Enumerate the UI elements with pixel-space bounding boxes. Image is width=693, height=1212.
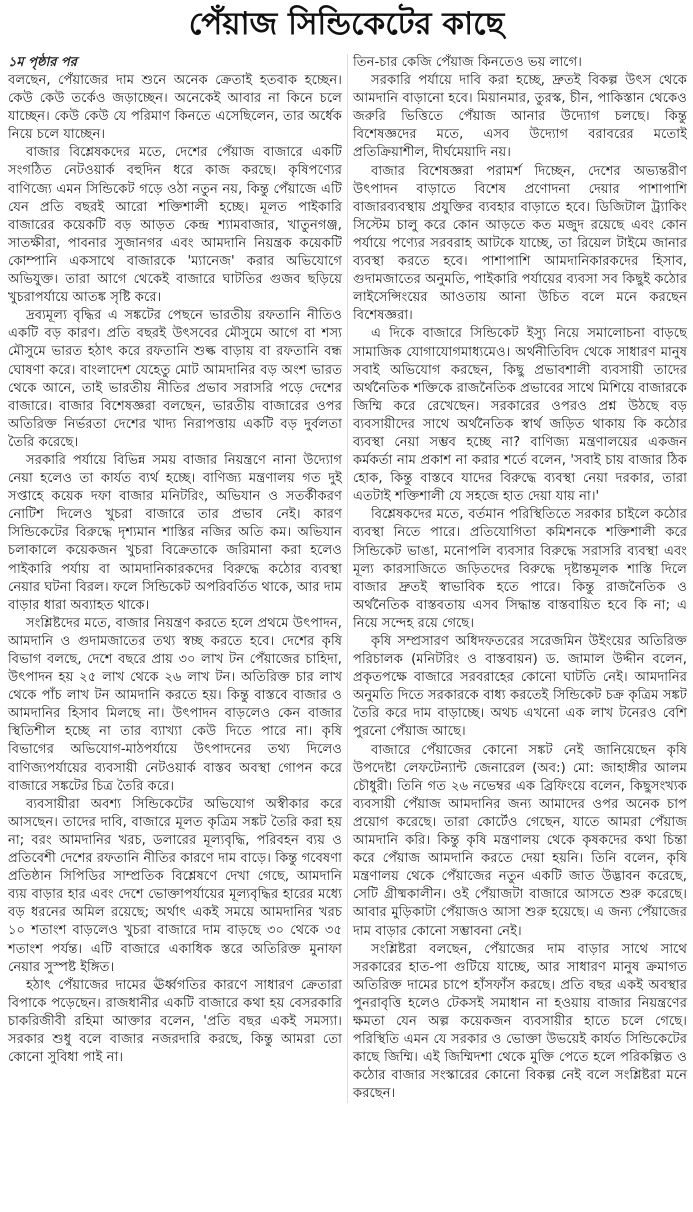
paragraph: তিন-চার কেজি পেঁয়াজ কিনতেও ভয় লাগে। [353, 55, 582, 70]
paragraph: বিশ্লেষকদের মতে, বর্তমান পরিস্থিতিতে সরকার চাইলে কঠোর ব্যবস্থা নিতে পারে। প্রতিযোগিতা কমিশনকে শক্তিশালী করে সিন্ডিকেট ভাঙা, মনোপলি ব্যবসার বিরুদ্ধে সরাসরি ব্যবস্থা এবং মূল্য কারসাজিতে জড়িতদের বিরুদ্ধে দৃষ্টান্তমূলক শাস্তি দিলে বাজার দ্রুতই স্বাভাবিক হতে পারে। কিন্তু রাজনৈতিক ও অর্থনৈতিক বাস্তবতায় এসব সিদ্ধান্ত বাস্তবায়িত হবে কি না; এ নিয়ে সন্দেহ রয়ে গেছে। [353, 507, 687, 631]
paragraph: সরকারি পর্যায়ে বিভিন্ন সময় বাজার নিয়ন্ত্রণে নানা উদ্যোগ নেয়া হলেও তা কার্যত ব্যর্থ হচ্ছে। বাণিজ্য মন্ত্রণালয় গত দুই সপ্তাহে কয়েক দফা বাজার মনিটরিং, অভিযান ও সতর্কীকরণ নোটিশ দিলেও খুচরা বাজারে তার প্রভাব নেই। কারণ সিন্ডিকেটের বিরুদ্ধে দৃশ্যমান শাস্তির নজির অতি কম। অভিযান চলাকালে কয়েকজন খুচরা বিক্রেতাকে জরিমানা করা হলেও পাইকারি পর্যায় বা আমদানিকারকদের বিরুদ্ধে কঠোর ব্যবস্থা নেয়ার ঘটনা বিরল। ফলে সিন্ডিকেট অপরিবর্তিত থাকে, আর দাম বাড়ার ধারা অব্যাহত থাকে। [8, 452, 342, 613]
paragraph: এ দিকে বাজারে সিন্ডিকেট ইস্যু নিয়ে সমালোচনা বাড়ছে সামাজিক যোগাযোগমাধ্যমেও। অর্থনীতিবিদ থেকে সাধারণ মানুষ সবাই অভিযোগ করছেন, কিছু প্রভাবশালী ব্যবসায়ী তাদের অর্থনৈতিক শক্তিকে রাজনৈতিক প্রভাবের সাথে মিশিয়ে বাজারকে জিম্মি করে রেখেছেন। সরকারের ওপরও প্রশ্ন উঠছে বড় ব্যবসায়ীদের সাথে অর্থনৈতিক স্বার্থ জড়িত থাকায় কি কঠোর ব্যবস্থা নেয়া সম্ভব হচ্ছে না? বাণিজ্য মন্ত্রণালয়ের একজন কর্মকর্তা নাম প্রকাশ না করার শর্তে বলেন, 'সবাই চায় বাজার ঠিক হোক, কিন্তু বাস্তবে যাদের বিরুদ্ধে ব্যবস্থা নেয়া দরকার, তারা এতটাই শক্তিশালী যে সহজে হাত দেয়া যায় না।' [353, 326, 687, 505]
article-body [0, 54, 693, 1103]
paragraph: বাজার বিশেষজ্ঞরা পরামর্শ দিচ্ছেন, দেশের অভ্যন্তরীণ উৎপাদন বাড়াতে বিশেষ প্রণোদনা দেয়ার পাশাপাশি বাজারব্যবস্থায় প্রযুক্তির ব্যবহার বাড়াতে হবে। ডিজিটাল ট্র্যাকিং সিস্টেম চালু করে কোন আড়তে কত মজুদ রয়েছে এবং কোন পর্যায়ে পণ্যের সরবরাহ আটকে যাচ্ছে, তা রিয়েল টাইমে জানার ব্যবস্থা করতে হবে। পাশাপাশি আমদানিকারকদের হিসাব, গুদামজাতের অনুমতি, পাইকারি পর্যায়ের ব্যবসা সব কিছুই কঠোর লাইসেন্সিংয়ের আওতায় আনা উচিত বলে মনে করছেন বিশেষজ্ঞরা। [353, 163, 687, 324]
paragraph: বাজারে পেঁয়াজের কোনো সঙ্কট নেই জানিয়েছেন কৃষি উপদেষ্টা লেফটেন্যান্ট জেনারেল (অব:) মো: জাহাঙ্গীর আলম চৌধুরী। তিনি গত ২৬ নভেম্বর এক ব্রিফিংয়ে বলেন, কিছুসংখ্যক ব্যবসায়ী পেঁয়াজ আমদানির জন্য আমাদের ওপর অনেক চাপ প্রয়োগ করেছে। তারা কোর্টেও গেছেন, যাতে আমরা পেঁয়াজ আমদানি করি। কিন্তু কৃষি মন্ত্রণালয় থেকে কৃষকদের কথা চিন্তা করে পেঁয়াজ আমদানি করতে দেয়া হয়নি। তিনি বলেন, কৃষি মন্ত্রণালয় থেকে পেঁয়াজের নতুন একটি জাত উদ্ভাবন করেছে, সেটি গ্রীষ্মকালীন। ওই পেঁয়াজটা বাজারে আসতে শুরু করেছে। আবার মুড়িকাটা পেঁয়াজও আসা শুরু হয়েছে। এ জন্য পেঁয়াজের দাম বাড়ার কোনো সম্ভাবনা নেই। [353, 742, 687, 939]
paragraph: সংশ্লিষ্টদের মতে, বাজার নিয়ন্ত্রণ করতে হলে প্রথমে উৎপাদন, আমদানি ও গুদামজাতের তথ্য স্বচ্ছ করতে হবে। দেশের কৃষি বিভাগ বলছে, দেশে বছরে প্রায় ৩০ লাখ টন পেঁয়াজের চাহিদা, উৎপাদন হয় ২৫ লাখ থেকে ২৬ লাখ টন। অতিরিক্ত চার লাখ থেকে পাঁচ লাখ টন আমদানি করতে হয়। কিন্তু বাস্তবে বাজার ও আমদানির হিসাব মিলছে না। উৎপাদন বাড়লেও কেন বাজার স্থিতিশীল হচ্ছে না তার ব্যাখ্যা কেউ দিতে পারে না। কৃষি বিভাগের অভিযোগ-মাঠপর্যায়ে উৎপাদনের তথ্য দিলেও বাণিজ্যপর্যায়ের ব্যবসায়ী নেটওয়ার্ক বাস্তব অবস্থা গোপন করে বাজারে সঙ্কটের চিত্র তৈরি করে। [8, 615, 342, 794]
paragraph: দ্রব্যমূল্য বৃদ্ধির এ সঙ্কটের পেছনে ভারতীয় রফতানি নীতিও একটি বড় কারণ। প্রতি বছরই উৎসবের মৌসুমে আগে বা শস্য মৌসুমে ভারত হঠাৎ করে রফতানি শুল্ক বাড়ায় বা রফতানি বন্ধ ঘোষণা করে। বাংলাদেশ যেহেতু মোট আমদানির বড় অংশ ভারত থেকে আনে, তাই ভারতীয় নীতির প্রভাব সরাসরি পড়ে দেশের বাজারে। বাজার বিশেষজ্ঞরা বলছেন, ভারতীয় বাজারের ওপর অতিরিক্ত নির্ভরতা দেশের খাদ্য নিরাপত্তায় একটি বড় দুর্বলতা তৈরি করেছে। [8, 308, 342, 450]
headline: পেঁয়াজ সিন্ডিকেটের কাছে [188, 6, 505, 42]
paragraph: ব্যবসায়ীরা অবশ্য সিন্ডিকেটের অভিযোগ অস্বীকার করে আসছেন। তাদের দাবি, বাজারে মূলত কৃত্রিম সঙ্কট তৈরি করা হয় না; বরং আমদানির খরচ, ডলারের মূল্যবৃদ্ধি, পরিবহন ব্যয় ও প্রতিবেশী দেশের রফতানি নীতির কারণে দাম বাড়ে। কিন্তু গবেষণা প্রতিষ্ঠান সিপিডির সাম্প্রতিক বিশ্লেষণে দেখা গেছে, আমদানি ব্যয় বাড়ার হার এবং দেশে ভোক্তাপর্যায়ের মূল্যবৃদ্ধির হারের মধ্যে বড় ধরনের অমিল রয়েছে; অর্থাৎ একই সময়ে আমদানির খরচ ১০ শতাংশ বাড়লেও খুচরা বাজারে দাম বাড়ছে ৩০ থেকে ৩৫ শতাংশ পর্যন্ত। এটি বাজারে একাধিক স্তরে অতিরিক্ত মুনাফা নেয়ার সুস্পষ্ট ইঙ্গিত। [8, 796, 342, 975]
article-column-left [8, 54, 342, 1067]
paragraph: সংশ্লিষ্টরা বলছেন, পেঁয়াজের দাম বাড়ার সাথে সাথে সরকারের হাত-পা গুটিয়ে যাচ্ছে, আর সাধারণ মানুষ ক্রমাগত অতিরিক্ত দামের চাপে হাঁসফাঁস করছে। প্রতি বছর একই অবস্থার পুনরাবৃত্তি হলেও টেকসই সমাধান না হওয়ায় বাজার নিয়ন্ত্রণের ক্ষমতা যেন অল্প কয়েকজন ব্যবসায়ীর হাতে চলে গেছে। পরিস্থিতি এমন যে সরকার ও ভোক্তা উভয়েই কার্যত সিন্ডিকেটের কাছে জিম্মি। এই জিম্মিদশা থেকে মুক্তি পেতে হলে পরিকল্পিত ও কঠোর বাজার সংস্কারের কোনো বিকল্প নেই বলে সংশ্লিষ্টরা মনে করছেন। [353, 941, 687, 1102]
paragraph: হঠাৎ পেঁয়াজের দামের ঊর্ধ্বগতির কারণে সাধারণ ক্রেতারা বিপাকে পড়েছেন। রাজধানীর একটি বাজারে কথা হয় বেসরকারি চাকরিজীবী রহিমা আক্তার বলেন, 'প্রতি বছর একই সমস্যা। সরকার শুধু বলে বাজার নজরদারি করছে, কিন্তু আমরা তো কোনো সুবিধা পাই না। [8, 977, 342, 1066]
column-divider [347, 54, 348, 1103]
paragraph: বলছেন, পেঁয়াজের দাম শুনে অনেক ক্রেতাই হতবাক হচ্ছেন। কেউ কেউ তর্কেও জড়াচ্ছেন। অনেকেই আবার না কিনে চলে যাচ্ছেন। কেউ কেউ যে পরিমাণ কিনতে এসেছিলেন, তার অর্ধেক নিয়ে চলে যাচ্ছেন। [8, 73, 342, 143]
continued-from-label: ১ম পৃষ্ঠার পর [8, 55, 77, 70]
paragraph: সরকারি পর্যায়ে দাবি করা হচ্ছে, দ্রুতই বিকল্প উৎস থেকে আমদানি বাড়ানো হবে। মিয়ানমার, তুরস্ক, চীন, পাকিস্তান থেকেও জরুরি ভিত্তিতে পেঁয়াজ আনার উদ্যোগ চলছে। কিন্তু বিশেষজ্ঞদের মতে, এসব উদ্যোগ বরাবরের মতোই প্রতিক্রিয়াশীল, দীর্ঘমেয়াদি নয়। [353, 73, 687, 161]
paragraph: বাজার বিশ্লেষকদের মতে, দেশের পেঁয়াজ বাজারে একটি সংগঠিত নেটওয়ার্ক বহুদিন ধরে কাজ করছে। কৃষিপণ্যের বাণিজ্যে এমন সিন্ডিকেট গড়ে ওঠা নতুন নয়, কিন্তু পেঁয়াজে এটি যেন প্রতি বছরই আরো শক্তিশালী হচ্ছে। মূলত পাইকারি বাজারের কয়েকটি বড় আড়ত কেন্দ্র শ্যামবাজার, খাতুনগঞ্জ, সাতক্ষীরা, পাবনার সুজানগর এবং আমদানি নিয়ন্ত্রক কয়েকটি কোম্পানি একসাথে বাজারকে 'ম্যানেজ' করার অভিযোগে অভিযুক্ত। তারা আগে থেকেই বাজারে ঘাটতির গুজব ছড়িয়ে খুচরাপর্যায়ে আতঙ্ক সৃষ্টি করে। [8, 145, 342, 306]
article-column-right [353, 54, 687, 1103]
paragraph: কৃষি সম্প্রসারণ অধিদফতরের সরেজমিন উইংয়ের অতিরিক্ত পরিচালক (মনিটরিং ও বাস্তবায়ন) ড. জামাল উদ্দীন বলেন, প্রকৃতপক্ষে বাজারে সরবরাহের কোনো ঘাটতি নেই। আমদানির অনুমতি দিতে সরকারকে বাধ্য করতেই সিন্ডিকেট চক্র কৃত্রিম সঙ্কট তৈরি করে দাম বাড়াচ্ছে। অথচ এখনো এক লাখ টনেরও বেশি পুরনো পেঁয়াজ আছে। [353, 634, 687, 740]
